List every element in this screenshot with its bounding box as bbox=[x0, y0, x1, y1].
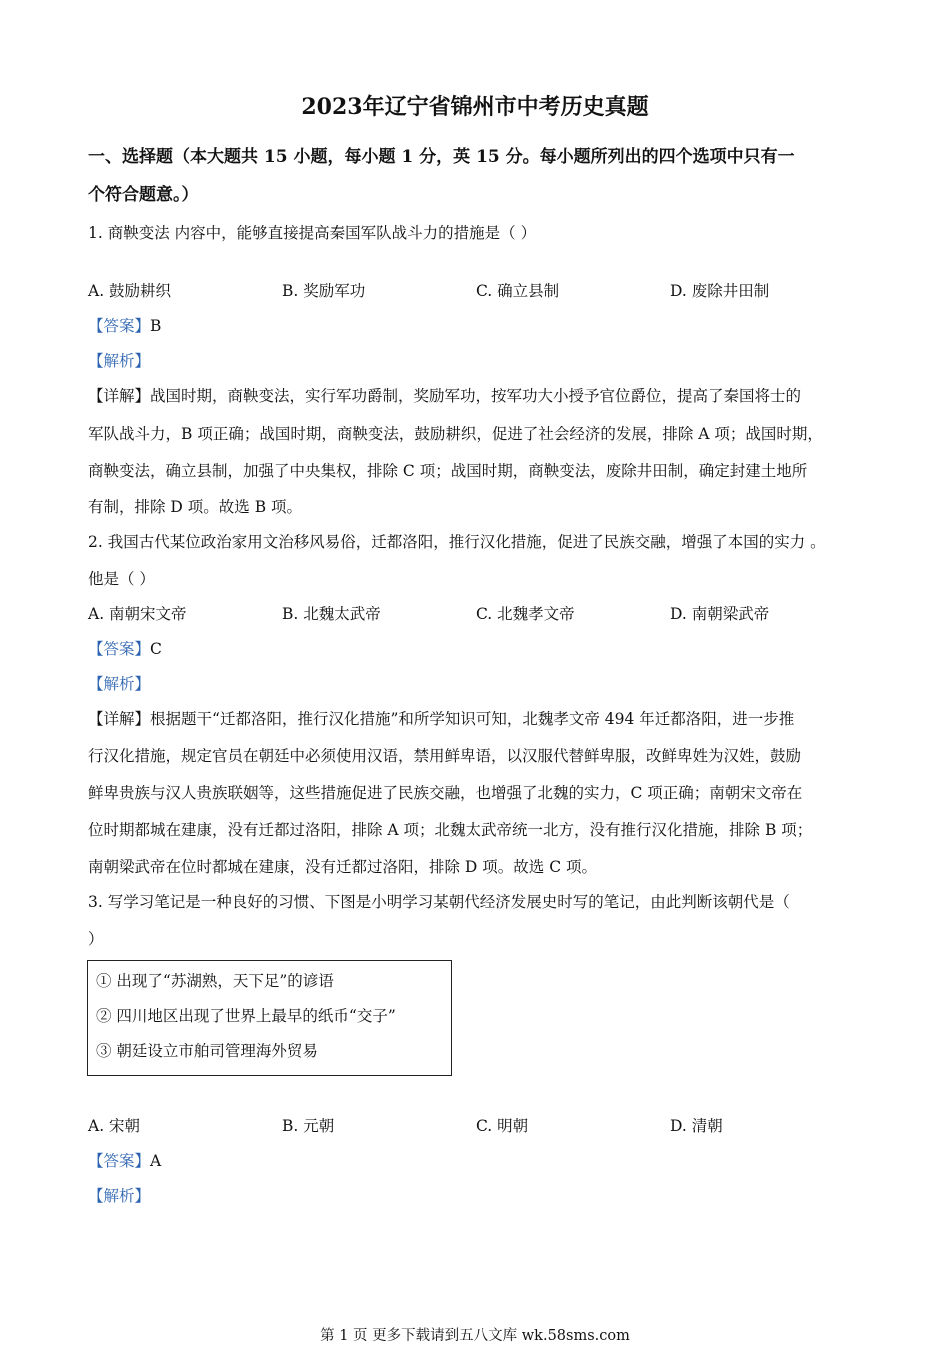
q2-detail-line-5: 南朝梁武帝在位时都城在建康，没有迁都过洛阳，排除 D 项。故选 C 项。 bbox=[88, 858, 597, 876]
q3-analysis-label: 【解析】 bbox=[88, 1187, 151, 1205]
q2-detail-text-1: 根据题干“迁都洛阳，推行汉化措施”和所学知识可知，北魏孝文帝 494 年迁都洛阳，进一步推 bbox=[150, 710, 795, 728]
q1-detail-text-1: 战国时期，商鞅变法，实行军功爵制，奖励军功，按军功大小授予官位爵位，提高了秦国将士的 bbox=[150, 387, 802, 405]
q3-note-3: ③ 朝廷设立市舶司管理海外贸易 bbox=[96, 1042, 318, 1060]
section-heading-line-2: 个符合题意。） bbox=[88, 185, 199, 205]
answer-label: 【答案】 bbox=[88, 1152, 151, 1170]
q2-detail-line-3: 鲜卑贵族与汉人贵族联姻等，这些措施促进了民族交融，也增强了北魏的实力，C 项正确；南朝宋文帝在 bbox=[88, 784, 803, 802]
answer-label: 【答案】 bbox=[88, 317, 151, 335]
q3-option-b: B. 元朝 bbox=[282, 1117, 335, 1135]
q3-stem-line-1: 3. 写学习笔记是一种良好的习惯、下图是小明学习某朝代经济发展史时写的笔记，由此判断该朝代是（ bbox=[88, 893, 790, 911]
q3-option-d: D. 清朝 bbox=[670, 1117, 723, 1135]
detail-label: 【详解】 bbox=[88, 387, 151, 405]
q3-notes-box bbox=[87, 960, 452, 1076]
answer-label: 【答案】 bbox=[88, 640, 151, 658]
q2-detail-line-1 bbox=[88, 709, 794, 729]
q3-note-2: ② 四川地区出现了世界上最早的纸币“交子” bbox=[96, 1007, 396, 1025]
q1-option-c: C. 确立县制 bbox=[476, 282, 560, 300]
q2-detail-line-2: 行汉化措施，规定官员在朝廷中必须使用汉语，禁用鲜卑语，以汉服代替鲜卑服，改鲜卑姓为汉姓，鼓励 bbox=[88, 747, 802, 765]
q2-detail-line-4: 位时期都城在建康，没有迁都过洛阳，排除 A 项；北魏太武帝统一北方，没有推行汉化措施，排除 B 项； bbox=[88, 821, 813, 839]
q1-option-d: D. 废除井田制 bbox=[670, 282, 770, 300]
page-title: 2023年辽宁省锦州市中考历史真题 bbox=[301, 94, 649, 120]
q1-stem: 1. 商鞅变法 内容中，能够直接提高秦国军队战斗力的措施是（ ） bbox=[88, 224, 537, 242]
q2-answer bbox=[88, 639, 162, 659]
q2-option-d: D. 南朝梁武帝 bbox=[670, 605, 770, 623]
q3-option-a: A. 宋朝 bbox=[88, 1117, 141, 1135]
q2-option-b: B. 北魏太武帝 bbox=[282, 605, 381, 623]
detail-label: 【详解】 bbox=[88, 710, 151, 728]
q2-stem-line-2: 他是（ ） bbox=[88, 570, 155, 588]
q1-detail-line-2: 军队战斗力，B 项正确；战国时期，商鞅变法，鼓励耕织，促进了社会经济的发展，排除 A 项；战国时期， bbox=[88, 425, 823, 443]
q1-option-b: B. 奖励军功 bbox=[282, 282, 366, 300]
q1-answer bbox=[88, 316, 161, 336]
q2-option-a: A. 南朝宋文帝 bbox=[88, 605, 187, 623]
q1-analysis-label: 【解析】 bbox=[88, 352, 151, 370]
page-footer: 第 1 页 更多下载请到五八文库 wk.58sms.com bbox=[320, 1328, 630, 1344]
q3-option-c: C. 明朝 bbox=[476, 1117, 529, 1135]
q2-stem-line-1: 2. 我国古代某位政治家用文治移风易俗，迁都洛阳，推行汉化措施，促进了民族交融，增强了本国的实力 。 bbox=[88, 533, 826, 551]
q3-stem-line-2: ） bbox=[88, 930, 104, 948]
q1-option-a: A. 鼓励耕织 bbox=[88, 282, 172, 300]
q1-detail-line-3: 商鞅变法，确立县制，加强了中央集权，排除 C 项；战国时期，商鞅变法，废除井田制，确定封建土地所 bbox=[88, 462, 808, 480]
q3-note-1: ① 出现了“苏湖熟，天下足”的谚语 bbox=[96, 972, 334, 990]
section-heading-line-1: 一、选择题（本大题共 15 小题，每小题 1 分，英 15 分。每小题所列出的四个选项中只有一 bbox=[88, 147, 795, 167]
q2-option-c: C. 北魏孝文帝 bbox=[476, 605, 575, 623]
q1-answer-value: B bbox=[150, 317, 162, 335]
q1-detail-line-4: 有制，排除 D 项。故选 B 项。 bbox=[88, 498, 303, 516]
q3-answer bbox=[88, 1151, 161, 1171]
q2-answer-value: C bbox=[150, 640, 162, 658]
q2-analysis-label: 【解析】 bbox=[88, 675, 151, 693]
q3-answer-value: A bbox=[150, 1152, 162, 1170]
q1-detail-line-1 bbox=[88, 386, 801, 406]
